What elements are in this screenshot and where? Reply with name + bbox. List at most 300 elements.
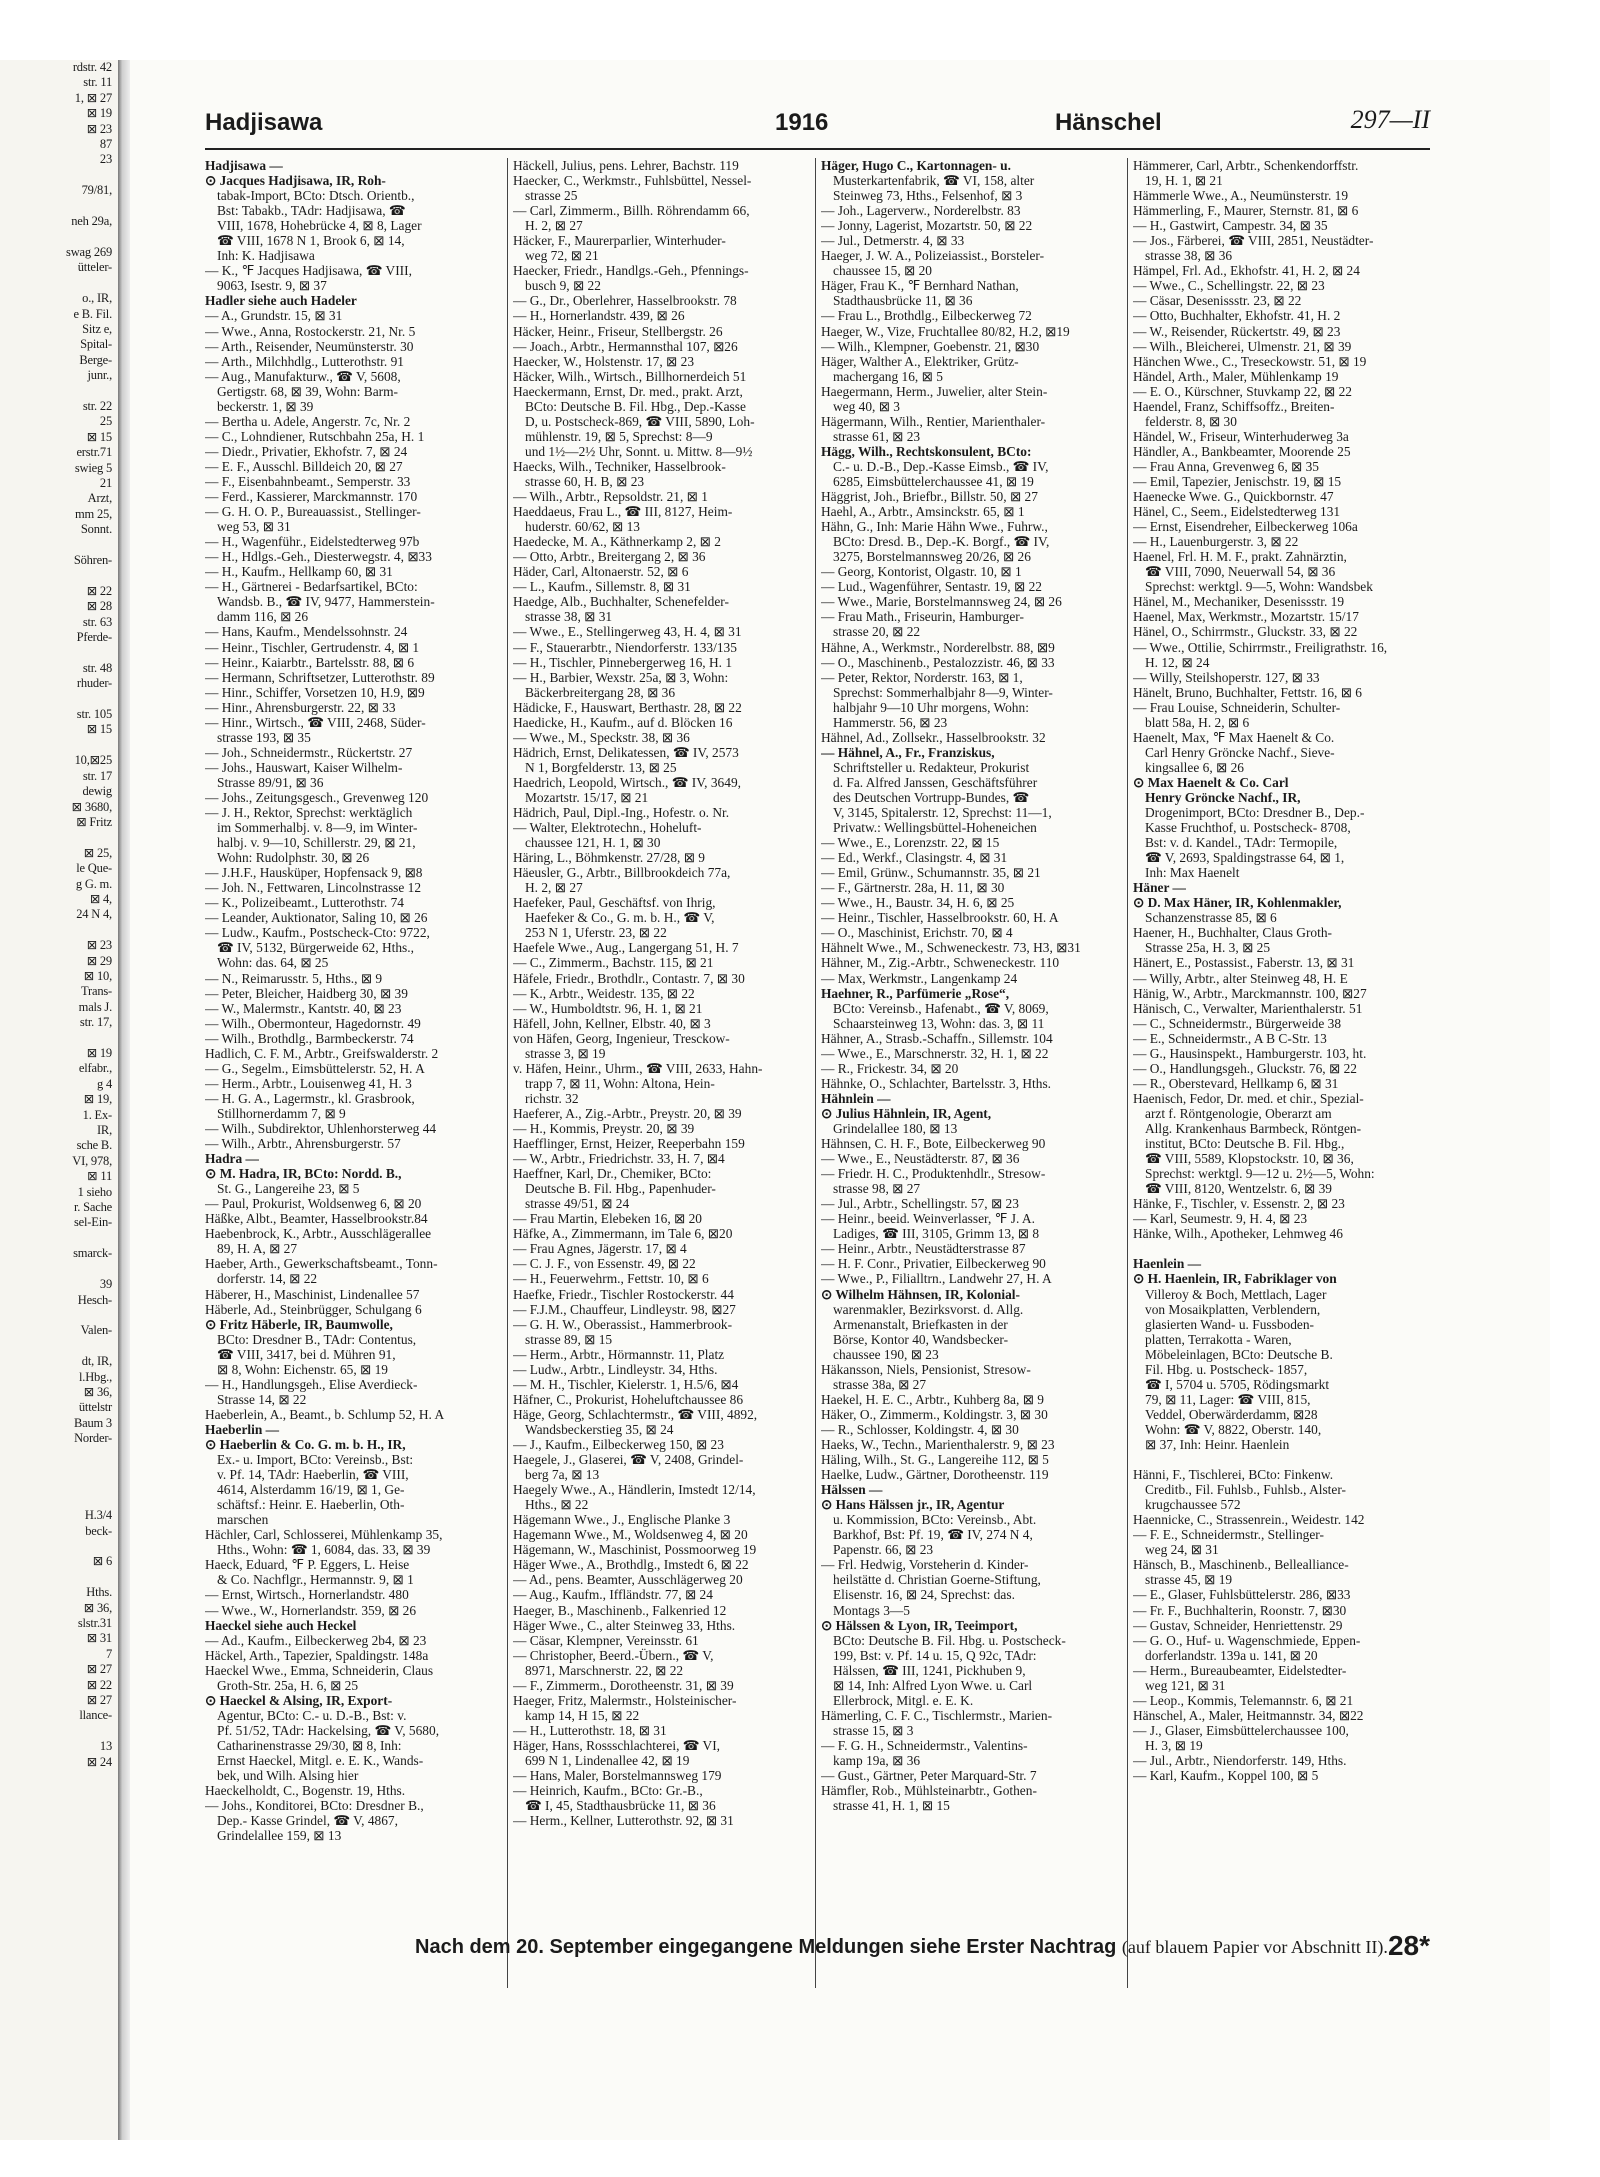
- directory-entry-line: BCto: Dresd. B., Dep.-K. Borgf., ☎ IV,: [833, 534, 1050, 550]
- directory-entry-line: Hänelt, Bruno, Buchhalter, Fettstr. 16, ⊠ 6: [1133, 684, 1362, 700]
- column-divider: [507, 158, 508, 1988]
- directory-entry-line: Haeberlin —: [205, 1421, 280, 1437]
- directory-entry-line: Häcker, Wilh., Wirtsch., Billhornerdeich 51: [513, 368, 747, 384]
- directory-entry-line: H. 2, ⊠ 27: [525, 880, 583, 896]
- directory-entry-line: 4614, Alsterdamm 16/19, ⊠ 1, Ge-: [217, 1482, 405, 1498]
- directory-entry-line: — Hans, Kaufm., Mendelssohnstr. 24: [205, 624, 408, 640]
- directory-entry-line: Schaarsteinweg 13, Wohn: das. 3, ⊠ 11: [833, 1015, 1045, 1031]
- directory-entry-line: Haeckel siehe auch Heckel: [205, 1617, 357, 1633]
- directory-entry-line: — Johs., Zeitungsgesch., Grevenweg 120: [205, 789, 429, 805]
- left-fragment-line: smarck-: [73, 1246, 112, 1261]
- left-fragment-line: Berge-: [79, 352, 112, 367]
- directory-entry-line: — Friedr. H. C., Produktenhdlr., Stresow-: [821, 1166, 1046, 1182]
- directory-entry-line: Mozartstr. 15/17, ⊠ 21: [525, 789, 649, 805]
- directory-entry-line: strasse 193, ⊠ 35: [217, 729, 311, 745]
- directory-entry-line: bek, und Wilh. Alsing hier: [217, 1768, 359, 1784]
- directory-entry-line: — Wwe., P., Filialltrn., Landwehr 27, H. A: [821, 1271, 1052, 1287]
- directory-entry-line: Hägg, Wilh., Rechtskonsulent, BCto:: [821, 443, 1032, 459]
- directory-entry-line: C.- u. D.-B., Dep.-Kasse Eimsb., ☎ IV,: [833, 458, 1049, 474]
- left-fragment-line: e B. Fil.: [73, 306, 112, 321]
- left-fragment-line: Hths.: [86, 1585, 112, 1600]
- left-fragment-line: [0, 384, 118, 399]
- left-fragment-line: [0, 692, 118, 707]
- directory-entry-line: mühlenstr. 19, ⊠ 5, Sprechst: 8—9: [525, 428, 713, 444]
- directory-entry-line: Häfele, Friedr., Brothdlr., Contastr. 7, ⊠ 30: [513, 970, 745, 986]
- directory-entry-line: Hägermann, Wilh., Rentier, Marienthaler-: [821, 413, 1046, 429]
- left-fragment-line: 87: [99, 137, 112, 152]
- directory-entry-line: Grindelallee 180, ⊠ 13: [833, 1121, 958, 1136]
- left-fragment-line: 79/81,: [81, 183, 112, 198]
- directory-entry-line: — Wilh., Bleicherei, Ulmenstr. 21, ⊠ 39: [1133, 338, 1352, 354]
- directory-entry-line: halbj. v. 9—10, Schillerstr. 29, ⊠ 21,: [217, 835, 416, 851]
- left-fragment-line: [0, 538, 118, 553]
- directory-entry-line: Haecker, W., Holstenstr. 17, ⊠ 23: [513, 353, 695, 369]
- directory-entry-line: Hths., ⊠ 22: [525, 1497, 589, 1513]
- directory-entry-line: Gertigstr. 68, ⊠ 39, Wohn: Barm-: [217, 383, 398, 399]
- directory-entry-line: strasse 41, H. 1, ⊠ 15: [833, 1798, 950, 1814]
- directory-entry-line: Haeckermann, Ernst, Dr. med., prakt. Arzt,: [513, 383, 743, 399]
- left-fragment-line: [0, 923, 118, 938]
- directory-entry-line: Haenlein —: [1133, 1256, 1202, 1272]
- directory-entry-line: Häcker, Heinr., Friseur, Stellbergstr. 26: [513, 323, 723, 339]
- directory-entry-line: Börse, Kontor 40, Wandsbecker-: [833, 1331, 1009, 1347]
- directory-entry-line: — R., Schlosser, Koldingstr. 4, ⊠ 30: [821, 1421, 1019, 1437]
- directory-entry-line: — Lud., Wagenführer, Sentastr. 19, ⊠ 22: [821, 579, 1042, 595]
- directory-entry-line: — Frau Louise, Schneiderin, Schulter-: [1133, 699, 1341, 715]
- directory-entry-line: 699 N 1, Lindenallee 42, ⊠ 19: [525, 1752, 690, 1768]
- directory-entry-line: — F., Stauerarbtr., Niendorferstr. 133/135: [513, 639, 737, 655]
- directory-entry-line: und 1½—2½ Uhr, Sonnt. u. Mittw. 8—9½: [525, 443, 753, 459]
- directory-entry-line: — Arth., Milchhdlg., Lutterothstr. 91: [205, 353, 404, 369]
- directory-entry-line: strasse 98, ⊠ 27: [833, 1181, 921, 1197]
- directory-entry-line: ☎ I, 45, Stadthausbrücke 11, ⊠ 36: [525, 1798, 716, 1814]
- directory-entry-line: Haenel, Frl. H. M. F., prakt. Zahnärztin,: [1133, 549, 1347, 565]
- directory-entry-line: platten, Terrakotta - Waren,: [1145, 1331, 1292, 1347]
- directory-entry-line: Haeberlein, A., Beamt., b. Schlump 52, H. A: [205, 1406, 445, 1422]
- left-fragment-line: 10,⊠25: [74, 753, 112, 768]
- directory-entry-line: v. Pf. 14, TAdr: Haeberlin, ☎ VIII,: [217, 1467, 409, 1483]
- directory-entry-line: Stillhornerdamm 7, ⊠ 9: [217, 1105, 346, 1121]
- directory-entry-line: Hägemann Wwe., J., Englische Planke 3: [513, 1512, 731, 1528]
- header-rule: [205, 148, 1430, 150]
- left-fragment-line: [0, 1477, 118, 1492]
- directory-entry-line: Haenecke Wwe. G., Quickbornstr. 47: [1133, 489, 1334, 505]
- directory-entry-line: im Sommerhalbj. v. 8—9, im Winter-: [217, 820, 418, 836]
- directory-entry-line: — Hans, Maler, Borstelmannsweg 179: [513, 1768, 722, 1784]
- directory-entry-line: Ladiges, ☎ III, 3105, Grimm 13, ⊠ 8: [833, 1226, 1040, 1242]
- left-fragment-line: ⊠ 27: [86, 1662, 112, 1677]
- directory-entry-line: — A., Grundstr. 15, ⊠ 31: [205, 308, 343, 324]
- directory-entry-line: — H., Tischler, Pinnebergerweg 16, H. 1: [513, 654, 733, 670]
- directory-entry-line: Hänel, O., Schirrmstr., Gluckstr. 33, ⊠ 22: [1133, 624, 1358, 640]
- left-fragment-line: ⊠ 22: [86, 583, 112, 598]
- left-fragment-line: [0, 199, 118, 214]
- left-fragment-line: mm 25,: [75, 506, 112, 521]
- directory-entry-line: — Walter, Elektrotechn., Hoheluft-: [513, 820, 702, 836]
- directory-entry-line: & Co. Nachflgr., Hermannstr. 9, ⊠ 1: [217, 1572, 414, 1588]
- directory-entry-line: — Wwe., M., Speckstr. 38, ⊠ 36: [513, 729, 690, 745]
- directory-entry-line: — C., Schneidermstr., Bürgerweide 38: [1133, 1015, 1342, 1031]
- left-fragment-line: str. 11: [83, 75, 112, 90]
- directory-entry-line: Haebenbrock, K., Arbtr., Ausschlägerallee: [205, 1226, 432, 1242]
- column-divider: [815, 158, 816, 1988]
- directory-entry-line: Hths., Wohn: ☎ 1, 6084, das. 33, ⊠ 39: [217, 1542, 431, 1558]
- directory-entry-line: Inh: K. Hadjisawa: [217, 248, 315, 264]
- directory-entry-line: — H., Kommis, Preystr. 20, ⊠ 39: [513, 1121, 695, 1136]
- directory-entry-line: — Jos., Färberei, ☎ VIII, 2851, Neustädter-: [1133, 233, 1374, 249]
- directory-entry-line: Hagemann Wwe., M., Woldsenweg 4, ⊠ 20: [513, 1527, 748, 1543]
- left-fragment-line: IR,: [96, 1123, 112, 1138]
- directory-entry-line: — J.H.F., Hausküper, Hopfensack 9, ⊠8: [205, 865, 423, 881]
- directory-entry-line: — Jonny, Lagerist, Mozartstr. 50, ⊠ 22: [821, 218, 1033, 234]
- directory-entry-line: — L., Kaufm., Sillemstr. 8, ⊠ 31: [513, 579, 691, 595]
- directory-entry-line: Privatw.: Wellingsbüttel-Hoheneichen: [833, 820, 1037, 836]
- directory-entry-line: Haehl, A., Arbtr., Amsinckstr. 65, ⊠ 1: [821, 504, 1025, 520]
- directory-entry-line: damm 116, ⊠ 26: [217, 609, 309, 625]
- directory-entry-line: — H., Kaufm., Hellkamp 60, ⊠ 31: [205, 564, 393, 580]
- directory-entry-line: Elisenstr. 16, ⊠ 24, Sprechst: das.: [833, 1587, 1015, 1603]
- left-fragment-line: r. Sache: [74, 1200, 112, 1215]
- directory-entry-line: huderstr. 60/62, ⊠ 13: [525, 519, 640, 535]
- directory-entry-line: Haeks, W., Techn., Marienthalerstr. 9, ⊠ 23: [821, 1436, 1055, 1452]
- left-fragment-line: ⊠ 19,: [83, 1092, 112, 1107]
- directory-entry-line: Wandsb. B., ☎ IV, 9477, Hammerstein-: [217, 594, 435, 610]
- directory-entry-line: strasse 49/51, ⊠ 24: [525, 1196, 630, 1212]
- left-fragment-line: l.Hbg.,: [79, 1369, 112, 1384]
- directory-entry-line: Haekel, H. E. C., Arbtr., Kuhberg 8a, ⊠ 9: [821, 1391, 1044, 1407]
- directory-entry-line: — E. O., Kürschner, Stuvkamp 22, ⊠ 22: [1133, 383, 1352, 399]
- directory-entry-line: — Wwe., Ottilie, Schirrmstr., Freiligrathstr. 16,: [1133, 639, 1388, 655]
- directory-entry-line: Hälssen, ☎ III, 1241, Pickhuben 9,: [833, 1662, 1026, 1678]
- left-fragment-line: [0, 1724, 118, 1739]
- directory-entry-line: — Wwe., E., Lorenzstr. 22, ⊠ 15: [821, 835, 1000, 851]
- directory-entry-line: d. Fa. Alfred Janssen, Geschäftsführer: [833, 774, 1038, 790]
- directory-entry-line: — E., Schneidermstr., A B C-Str. 13: [1133, 1030, 1327, 1046]
- directory-entry-line: — Heinr., Tischler, Hasselbrookstr. 60, H. A: [821, 910, 1059, 926]
- directory-entry-line: Hänel, C., Seem., Eidelstedterweg 131: [1133, 504, 1341, 520]
- left-fragment-line: [0, 168, 118, 183]
- left-fragment-line: ütteler-: [77, 260, 112, 275]
- directory-entry-line: — Leander, Auktionator, Saling 10, ⊠ 26: [205, 910, 428, 926]
- directory-entry-line: kamp 14, H 15, ⊠ 22: [525, 1707, 640, 1723]
- directory-entry-line: — F., Zimmerm., Dorotheenstr. 31, ⊠ 39: [513, 1677, 734, 1693]
- directory-entry-line: — W., Malermstr., Kantstr. 40, ⊠ 23: [205, 1000, 402, 1016]
- left-fragment-line: str. 17,: [79, 1015, 112, 1030]
- left-fragment-line: Norder-: [74, 1431, 112, 1446]
- directory-entry-line: Haehner, R., Parfümerie „Rose“,: [821, 985, 1010, 1001]
- header-left-term: Hadjisawa: [205, 109, 323, 136]
- directory-entry-line: weg 40, ⊠ 3: [833, 398, 901, 414]
- left-fragment-line: ⊠ 27: [86, 1693, 112, 1708]
- directory-entry-line: 8971, Marschnerstr. 22, ⊠ 22: [525, 1662, 684, 1678]
- directory-entry-line: von Häfen, Georg, Ingenieur, Tresckow-: [513, 1030, 730, 1046]
- directory-entry-line: Häckell, Julius, pens. Lehrer, Bachstr. 119: [513, 158, 739, 173]
- left-fragment-line: str. 48: [82, 660, 112, 675]
- directory-entry-line: — G. H. O. P., Bureauassist., Stellinger-: [205, 504, 421, 520]
- left-fragment-line: [0, 645, 118, 660]
- directory-entry-line: Catharinenstrasse 29/30, ⊠ 8, Inh:: [217, 1737, 402, 1753]
- supplement-note: [415, 1936, 1388, 1959]
- directory-entry-line: N 1, Borgfelderstr. 13, ⊠ 25: [525, 759, 677, 775]
- directory-entry-line: — H., Wagenführ., Eidelstedterweg 97b: [205, 534, 420, 550]
- left-fragment-line: llance-: [79, 1708, 112, 1723]
- directory-entry-line: Haeck, Eduard, ℉ P. Eggers, L. Heise: [205, 1557, 410, 1573]
- directory-entry-line: [1133, 1241, 1430, 1256]
- directory-entry-line: Hänisch, C., Verwalter, Marienthalerstr. 51: [1133, 1000, 1363, 1016]
- directory-entry-line: Haeber, Arth., Gewerkschaftsbeamt., Tonn-: [205, 1256, 438, 1272]
- directory-entry-line: — Cäsar, Klempner, Vereinsstr. 61: [513, 1632, 699, 1648]
- directory-entry-line: — Joh., Schneidermstr., Rückertstr. 27: [205, 744, 413, 760]
- directory-entry-line: trapp 7, ⊠ 11, Wohn: Altona, Hein-: [525, 1075, 715, 1091]
- directory-entry-line: — Wwe., E., Stellingerweg 43, H. 4, ⊠ 31: [513, 624, 742, 640]
- directory-entry-line: busch 9, ⊠ 22: [525, 278, 601, 294]
- directory-entry-line: Händel, W., Friseur, Winterhuderweg 3a: [1133, 428, 1349, 444]
- left-fragment-line: [0, 568, 118, 583]
- directory-entry-line: — F. E., Schneidermstr., Stellinger-: [1133, 1527, 1324, 1543]
- left-fragment-line: ⊠ 22: [86, 1677, 112, 1692]
- directory-entry-line: — Karl, Seumestr. 9, H. 4, ⊠ 23: [1133, 1211, 1308, 1227]
- directory-entry-line: BCto: Deutsche B. Fil. Hbg. u. Postscheck-: [833, 1632, 1066, 1648]
- directory-entry-line: dorferstr. 14, ⊠ 22: [217, 1271, 318, 1287]
- directory-entry-line: 199, Bst: v. Pf. 14 u. 15, Q 92c, TAdr:: [833, 1647, 1037, 1663]
- directory-entry-line: Haeddaeus, Frau L., ☎ III, 8127, Heim-: [513, 504, 733, 520]
- directory-entry-line: 9063, Isestr. 9, ⊠ 37: [217, 278, 327, 294]
- directory-entry-line: — Karl, Kaufm., Koppel 100, ⊠ 5: [1133, 1768, 1319, 1784]
- directory-entry-line: — J., Kaufm., Eilbeckerweg 150, ⊠ 23: [513, 1436, 724, 1452]
- directory-entry-line: ⊙ Fritz Häberle, IR, Baumwolle,: [205, 1316, 393, 1332]
- directory-entry-line: strasse 38, ⊠ 31: [525, 609, 613, 625]
- directory-entry-line: ⊠ 37, Inh: Heinr. Haenlein: [1145, 1436, 1290, 1452]
- directory-entry-line: chaussee 121, H. 1, ⊠ 30: [525, 835, 661, 851]
- directory-entry-line: Hähn, G., Inh: Marie Hähn Wwe., Fuhrw.,: [821, 519, 1048, 535]
- directory-entry-line: Ellerbrock, Mitgl. e. E. K.: [833, 1692, 974, 1708]
- directory-entry-line: beckerstr. 1, ⊠ 39: [217, 398, 314, 414]
- directory-column-4: [1133, 158, 1430, 1988]
- directory-entry-line: ⊙ M. Hadra, IR, BCto: Nordd. B.,: [205, 1166, 402, 1182]
- directory-entry-line: Häker, O., Zimmerm., Koldingstr. 3, ⊠ 30: [821, 1406, 1048, 1422]
- directory-entry-line: — O., Maschinist, Erichstr. 70, ⊠ 4: [821, 925, 1013, 941]
- directory-entry-line: Montags 3—5: [833, 1602, 910, 1618]
- left-fragment-line: junr.,: [87, 368, 112, 383]
- directory-entry-line: — K., Polizeibeamt., Lutterothstr. 74: [205, 895, 404, 911]
- directory-entry-line: Kasse Fruchthof, u. Postscheck- 8708,: [1145, 820, 1351, 836]
- directory-entry-line: ☎ V, 2693, Spaldingstrasse 64, ⊠ 1,: [1145, 850, 1345, 866]
- directory-entry-line: Hänert, E., Postassist., Faberstr. 13, ⊠ 31: [1133, 955, 1355, 971]
- left-fragment-line: ⊠ 28: [86, 599, 112, 614]
- directory-entry-line: — W., Reisender, Rückertstr. 49, ⊠ 23: [1133, 323, 1341, 339]
- directory-entry-line: ☎ VIII, 8120, Wentzelstr. 6, ⊠ 39: [1145, 1181, 1332, 1197]
- directory-entry-line: Haeger, W., Vize, Fruchtallee 80/82, H.2, ⊠19: [821, 323, 1070, 339]
- directory-entry-line: — Cäsar, Desenissstr. 23, ⊠ 22: [1133, 293, 1302, 309]
- directory-entry-line: Hähnel, Ad., Zollsekr., Hasselbrookstr. 32: [821, 729, 1046, 745]
- directory-entry-line: strasse 61, ⊠ 23: [833, 428, 921, 444]
- directory-entry-line: — Carl, Zimmerm., Billh. Röhrendamm 66,: [513, 203, 750, 219]
- directory-entry-line: — H., Feuerwehrm., Fettstr. 10, ⊠ 6: [513, 1271, 709, 1287]
- directory-entry-line: Wandsbeckerstieg 35, ⊠ 24: [525, 1421, 674, 1437]
- directory-entry-line: marschen: [217, 1512, 269, 1528]
- directory-entry-line: — Ad., Kaufm., Eilbeckerweg 2b4, ⊠ 23: [205, 1632, 427, 1648]
- signature-mark: 28*: [1387, 1930, 1430, 1961]
- left-fragment-line: sche B.: [76, 1138, 112, 1153]
- directory-entry-line: — C. J. F., von Essenstr. 49, ⊠ 22: [513, 1256, 696, 1272]
- directory-entry-line: Drogenimport, BCto: Dresdner B., Dep.-: [1145, 805, 1365, 821]
- directory-entry-line: — Emil, Grünw., Schumannstr. 35, ⊠ 21: [821, 865, 1041, 881]
- header-right-term: Hänschel: [1055, 109, 1162, 136]
- directory-entry-line: Groth-Str. 25a, H. 6, ⊠ 25: [217, 1677, 359, 1693]
- left-fragment-line: str. 105: [76, 707, 112, 722]
- left-fragment-line: swieg 5: [74, 460, 112, 475]
- directory-entry-line: Schriftsteller u. Redakteur, Prokurist: [833, 759, 1030, 775]
- directory-entry-line: — Peter, Rektor, Norderstr. 163, ⊠ 1,: [821, 669, 1023, 685]
- directory-entry-line: Haegermann, Herm., Juwelier, alter Stein-: [821, 383, 1048, 399]
- left-fragment-line: 21: [99, 475, 112, 490]
- directory-entry-line: — W., Arbtr., Friedrichstr. 33, H. 7, ⊠4: [513, 1151, 725, 1167]
- directory-entry-line: BCto: Dresdner B., TAdr: Contentus,: [217, 1331, 417, 1347]
- directory-entry-line: H. 2, ⊠ 27: [525, 218, 583, 234]
- directory-entry-line: — Ludw., Kaufm., Postscheck-Cto: 9722,: [205, 925, 430, 941]
- directory-entry-line: — Georg, Kontorist, Olgastr. 10, ⊠ 1: [821, 564, 1022, 580]
- left-fragment-line: dt, IR,: [81, 1354, 112, 1369]
- directory-entry-line: — Joh., Lagerverw., Norderelbstr. 83: [821, 203, 1021, 219]
- left-fragment-line: [0, 1339, 118, 1354]
- left-fragment-line: ⊠ 19: [86, 1046, 112, 1060]
- directory-entry-line: Händler, A., Bankbeamter, Moorende 25: [1133, 443, 1351, 459]
- directory-entry-line: — Jul., Detmerstr. 4, ⊠ 33: [821, 233, 965, 249]
- directory-entry-line: Häeusler, G., Arbtr., Billbrookdeich 77a,: [513, 865, 731, 881]
- directory-entry-line: Wohn: Rudolphstr. 30, ⊠ 26: [217, 850, 370, 866]
- directory-entry-line: — Peter, Bleicher, Haidberg 30, ⊠ 39: [205, 985, 408, 1001]
- directory-entry-line: Haeger, B., Maschinenb., Falkenried 12: [513, 1602, 727, 1618]
- directory-entry-line: strasse 45, ⊠ 19: [1145, 1572, 1233, 1588]
- directory-entry-line: — F. G. H., Schneidermstr., Valentins-: [821, 1737, 1028, 1753]
- directory-entry-line: BCto: Vereinsb., Hafenabt., ☎ V, 8069,: [833, 1000, 1049, 1016]
- left-fragment-line: ⊠ 19: [86, 106, 112, 121]
- directory-entry-line: — H., Handlungsgeh., Elise Averdieck-: [205, 1376, 418, 1392]
- directory-entry-line: 19, H. 1, ⊠ 21: [1145, 173, 1223, 189]
- directory-entry-line: St. G., Langereihe 23, ⊠ 5: [217, 1181, 360, 1197]
- directory-entry-line: Hämerling, C. F. C., Tischlermstr., Marien-: [821, 1707, 1053, 1723]
- directory-entry-line: ☎ I, 5704 u. 5705, Rödingsmarkt: [1145, 1376, 1330, 1392]
- directory-entry-line: — G., Segelm., Eimsbüttelerstr. 52, H. A: [205, 1060, 425, 1076]
- directory-entry-line: — Willy, Steilshoperstr. 127, ⊠ 33: [1133, 669, 1320, 685]
- supplement-note-main: Nach dem 20. September eingegangene Meldungen siehe Erster Nachtrag: [415, 1936, 1117, 1958]
- directory-entry-line: — Jul., Arbtr., Niendorferstr. 149, Hths.: [1133, 1752, 1347, 1768]
- directory-entry-line: — Max, Werkmstr., Langenkamp 24: [821, 970, 1018, 986]
- directory-entry-line: Hälssen —: [821, 1482, 883, 1498]
- directory-entry-line: ⊙ H. Haenlein, IR, Fabriklager von: [1133, 1271, 1337, 1287]
- directory-entry-line: ⊠ 14, Inh: Alfred Lyon Wwe. u. Carl: [833, 1677, 1033, 1693]
- left-fragment-line: 1. Ex-: [82, 1107, 112, 1122]
- directory-entry-line: Hänchen Wwe., C., Treseckowstr. 51, ⊠ 19: [1133, 353, 1367, 369]
- directory-entry-line: Hähnelt Wwe., M., Schweneckestr. 73, H3, ⊠31: [821, 940, 1081, 956]
- directory-entry-line: — H., Barbier, Wexstr. 25a, ⊠ 3, Wohn:: [513, 669, 729, 685]
- directory-entry-line: 89, H. A, ⊠ 27: [217, 1241, 298, 1257]
- left-fragment-line: [0, 1031, 118, 1046]
- directory-entry-line: — Herm., Arbtr., Hörmannstr. 11, Platz: [513, 1346, 725, 1362]
- left-fragment-line: str. 17: [82, 768, 112, 783]
- left-fragment-line: VI, 978,: [72, 1153, 112, 1168]
- directory-entry-line: — Diedr., Privatier, Ekhofstr. 7, ⊠ 24: [205, 443, 408, 459]
- directory-entry-line: — Wilh., Subdirektor, Uhlenhorsterweg 44: [205, 1121, 437, 1136]
- directory-entry-line: Sprechst: werktgl. 9—12 u. 2½—5, Wohn:: [1145, 1166, 1375, 1182]
- directory-entry-line: H. 12, ⊠ 24: [1145, 654, 1210, 670]
- left-fragment-line: ⊠ 31: [86, 1631, 112, 1646]
- directory-entry-line: — Wwe., W., Hornerlandstr. 359, ⊠ 26: [205, 1602, 417, 1618]
- directory-entry-line: weg 121, ⊠ 31: [1145, 1677, 1226, 1693]
- left-fragment-line: o., IR,: [82, 291, 112, 306]
- left-fragment-line: H.3/4: [84, 1508, 112, 1523]
- directory-entry-line: — Gust., Gärtner, Peter Marquard-Str. 7: [821, 1768, 1037, 1784]
- directory-entry-line: — Wwe., H., Baustr. 34, H. 6, ⊠ 25: [821, 895, 1015, 911]
- directory-entry-line: — C., Lohndiener, Rutschbahn 25a, H. 1: [205, 428, 425, 444]
- directory-entry-line: Haelke, Ludw., Gärtner, Dorotheenstr. 119: [821, 1467, 1049, 1483]
- directory-entry-line: arzt f. Röntgenologie, Oberarzt am: [1145, 1105, 1332, 1121]
- directory-entry-line: Haecker, Friedr., Handlgs.-Geh., Pfennings-: [513, 263, 749, 279]
- directory-entry-line: — Otto, Arbtr., Breitergang 2, ⊠ 36: [513, 549, 706, 565]
- directory-entry-line: Bst: Tabakb., TAdr: Hadjisawa, ☎: [217, 203, 406, 219]
- directory-entry-line: Haeckelholdt, C., Bogenstr. 19, Hths.: [205, 1783, 406, 1799]
- directory-entry-line: Haefeker & Co., G. m. b. H., ☎ V,: [525, 910, 715, 926]
- directory-entry-line: Strasse 25a, H. 3, ⊠ 25: [1145, 940, 1271, 956]
- directory-entry-line: Dep.- Kasse Grindel, ☎ V, 4867,: [217, 1813, 398, 1829]
- directory-entry-line: Hadjisawa —: [205, 158, 283, 173]
- directory-entry-line: ⊙ Hälssen & Lyon, IR, Teeimport,: [821, 1617, 1018, 1633]
- column-divider: [1127, 158, 1128, 1988]
- directory-entry-line: Haenelt, Max, ℉ Max Haenelt & Co.: [1133, 729, 1335, 745]
- directory-entry-line: chaussee 15, ⊠ 20: [833, 263, 932, 279]
- left-fragment-line: Arzt,: [87, 491, 112, 506]
- directory-entry-line: Hähne, A., Werkmstr., Norderelbstr. 88, ⊠9: [821, 639, 1055, 655]
- directory-entry-line: — Fr. F., Buchhalterin, Roonstr. 7, ⊠30: [1133, 1602, 1347, 1618]
- directory-entry-line: — Ernst, Eisendreher, Eilbeckerweg 106a: [1133, 519, 1358, 535]
- directory-entry-line: — H., Hornerlandstr. 439, ⊠ 26: [513, 308, 685, 324]
- directory-entry-line: v. Häfen, Heinr., Uhrm., ☎ VIII, 2633, Hahn-: [513, 1060, 763, 1076]
- directory-entry-line: — Wwe., Anna, Rostockerstr. 21, Nr. 5: [205, 323, 416, 339]
- directory-entry-line: Haedge, Alb., Buchhalter, Schenefelder-: [513, 594, 729, 610]
- directory-entry-line: Häberle, Ad., Steinbrügger, Schulgang 6: [205, 1301, 422, 1317]
- directory-entry-line: Hadlich, C. F. M., Arbtr., Greifswalderstr. 2: [205, 1045, 439, 1061]
- directory-entry-line: Hähnke, O., Schlachter, Bartelsstr. 3, Hths.: [821, 1075, 1052, 1091]
- directory-entry-line: ☎ VIII, 1678 N 1, Brook 6, ⊠ 14,: [217, 233, 405, 249]
- directory-entry-line: ⊙ Jacques Hadjisawa, IR, Roh-: [205, 173, 386, 189]
- directory-entry-line: richstr. 32: [525, 1090, 579, 1106]
- directory-entry-line: V, 3145, Spitalerstr. 12, Sprechst: 11—1,: [833, 805, 1052, 821]
- directory-entry-line: institut, BCto: Deutsche B. Fil. Hbg.,: [1145, 1136, 1345, 1152]
- directory-entry-line: — Hähnel, A., Fr., Franziskus,: [821, 744, 995, 760]
- left-fragment-line: [0, 738, 118, 753]
- directory-entry-line: — Bertha u. Adele, Angerstr. 7c, Nr. 2: [205, 413, 411, 429]
- directory-entry-line: strasse 25: [525, 188, 578, 204]
- directory-entry-line: 6285, Eimsbüttelerchaussee 41, ⊠ 19: [833, 473, 1034, 489]
- directory-entry-line: — Wilh., Arbtr., Repsoldstr. 21, ⊠ 1: [513, 489, 708, 505]
- left-fragment-line: ⊠ Fritz: [76, 814, 112, 829]
- left-fragment-line: le Que-: [76, 861, 112, 876]
- directory-entry-line: Häring, L., Böhmkenstr. 27/28, ⊠ 9: [513, 850, 705, 866]
- directory-entry-line: — Hinr., Wirtsch., ☎ VIII, 2468, Süder-: [205, 714, 426, 730]
- directory-entry-line: Steinweg 73, Hths., Felsenhof, ⊠ 3: [833, 188, 1023, 204]
- directory-entry-line: ⊙ Haeckel & Alsing, IR, Export-: [205, 1692, 393, 1708]
- directory-entry-line: — Heinrich, Kaufm., BCto: Gr.-B.,: [513, 1783, 703, 1799]
- directory-entry-line: Villeroy & Boch, Mettlach, Lager: [1145, 1286, 1327, 1302]
- directory-entry-line: Häger, Hans, Rossschlachterei, ☎ VI,: [513, 1737, 721, 1753]
- directory-entry-line: — Aug., Manufakturw., ☎ V, 5608,: [205, 368, 401, 384]
- directory-entry-line: Hänke, Wilh., Apotheker, Lehmweg 46: [1133, 1226, 1343, 1242]
- page-number: 297—II: [1350, 105, 1430, 134]
- directory-entry-line: ⊙ Wilhelm Hähnsen, IR, Kolonial-: [821, 1286, 1020, 1302]
- directory-entry-line: Häling, Wilh., St. G., Langereihe 112, ⊠ 5: [821, 1452, 1049, 1468]
- directory-entry-line: Schanzenstrasse 85, ⊠ 6: [1145, 910, 1277, 926]
- directory-entry-line: Hähnlein —: [821, 1090, 891, 1106]
